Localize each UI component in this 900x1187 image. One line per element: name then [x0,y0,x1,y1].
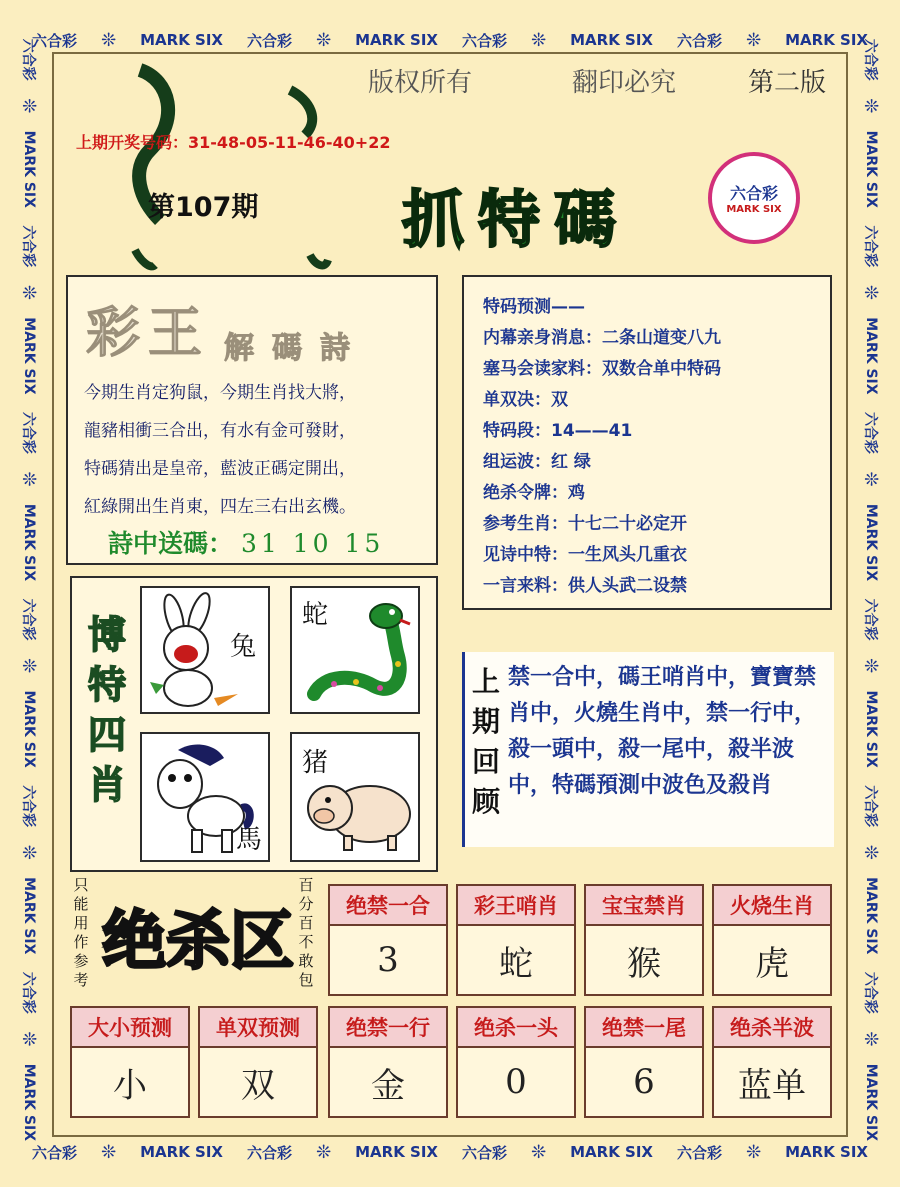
prediction-item: 塞马会读家料：双数合单中特码 [483,359,721,379]
poem-title-char: 王 [148,300,202,364]
logo-bottom-text: MARK SIX [726,204,782,215]
logo-text: 六合彩 [462,31,508,50]
logo-text: 六合彩 [862,785,878,828]
logo-text: 六合彩 [677,31,723,50]
title-char: 抓 [402,183,465,256]
logo-top-text: 六合彩 [729,184,778,203]
logo-text: 六合彩 [20,38,36,81]
kill-zone-title: 绝杀区 [102,905,294,979]
kill-zone-label: 火烧生肖 [714,886,830,926]
flower-icon: ❊ [316,1141,332,1163]
kill-zone-cell [328,884,448,996]
flower-icon: ❊ [316,29,332,51]
flower-icon: ❊ [860,98,882,114]
brand-text: MARK SIX [21,317,37,395]
zodiac-card-snake [290,586,420,714]
review-title-char: 顾 [471,785,500,818]
prediction-heading: 特码预测—— [483,297,585,317]
brand-text: MARK SIX [21,877,37,955]
left-border-strip [14,30,44,1150]
kill-zone-label: 彩王哨肖 [458,886,574,926]
logo-text: 六合彩 [20,225,36,268]
logo-text: 六合彩 [677,1143,723,1162]
poem-subtitle-char: 解 [224,331,254,366]
flower-icon: ❊ [531,29,547,51]
title-char: 特 [478,183,541,256]
kill-zone-value: 3 [377,940,399,980]
zodiac-title-char: 特 [87,662,126,707]
zodiac-title-char: 博 [87,612,126,657]
kill-zone-value: 小 [113,1065,147,1106]
poem-subtitle-char: 詩 [320,331,350,366]
flower-icon: ❊ [746,29,762,51]
kill-zone-label: 绝禁一行 [330,1008,446,1048]
poem-line: 今期生肖定狗鼠，今期生肖找大將， [84,383,356,403]
kill-zone-cell [584,884,704,996]
logo-text: 六合彩 [20,785,36,828]
right-border-strip [856,30,886,1150]
brand-text: MARK SIX [863,503,879,582]
prediction-item: 见诗中特：一生风头几重衣 [483,545,687,565]
flower-icon: ❊ [860,1031,882,1047]
flower-icon: ❊ [18,471,40,487]
no-reprint-text: 翻印必究 [572,68,677,98]
kill-zone-label: 绝杀一头 [458,1008,574,1048]
kill-zone-value: 双 [241,1065,275,1106]
review-title-char: 回 [471,745,500,778]
prediction-list [483,292,721,602]
flower-icon: ❊ [860,844,882,860]
issue-number: 第107期 [148,192,259,223]
kill-zone-label: 宝宝禁肖 [586,886,702,926]
kill-zone-label: 绝禁一合 [330,886,446,926]
brand-text: MARK SIX [21,503,37,582]
flower-icon: ❊ [746,1141,762,1163]
flower-icon: ❊ [531,1141,547,1163]
poem-title-char: 彩 [86,300,140,364]
logo-text: 六合彩 [32,31,78,50]
zodiac-title-char: 四 [87,712,126,757]
page-title [402,170,616,259]
kill-zone-cell [712,884,832,996]
logo-text: 六合彩 [247,1143,293,1162]
brand-text: MARK SIX [863,317,879,395]
review-title [468,662,504,822]
flower-icon: ❊ [18,284,40,300]
mark-six-logo [708,152,800,244]
brand-text: MARK SIX [863,1063,879,1142]
flower-icon: ❊ [18,1031,40,1047]
logo-text: 六合彩 [20,598,36,641]
copyright-text: 版权所有 [368,68,473,98]
brand-text: MARK SIX [863,690,879,768]
gift-label: 詩中送碼： [108,529,234,558]
zodiac-title-char: 肖 [87,762,126,807]
poem-gift [108,524,384,560]
brand-text: MARK SIX [21,130,37,208]
brand-text: MARK SIX [785,1143,868,1161]
four-zodiac-title [82,610,132,810]
kill-zone-value: 猴 [627,943,661,984]
review-title-char: 期 [471,705,500,738]
pig-icon [294,736,420,862]
brand-text: MARK SIX [863,130,879,208]
logo-text: 六合彩 [862,411,878,454]
prediction-item: 单双决：双 [483,390,568,410]
kill-zone-cell [584,1006,704,1118]
kill-zone-value: 虎 [755,943,789,984]
flower-icon: ❊ [860,284,882,300]
prediction-item: 参考生肖：十七二十必定开 [483,514,687,534]
kill-zone-value: 0 [505,1062,527,1102]
flower-icon: ❊ [101,1141,117,1163]
kill-zone-label: 绝杀半波 [714,1008,830,1048]
logo-text: 六合彩 [462,1143,508,1162]
brand-text: MARK SIX [570,31,653,49]
prediction-item: 内幕亲身消息：二条山道变八九 [483,328,721,348]
snake-icon [294,590,420,714]
flower-icon: ❊ [18,657,40,674]
brand-text: MARK SIX [355,1143,438,1161]
kill-zone-label: 大小预测 [72,1008,188,1048]
kill-zone-value: 蓝单 [738,1065,806,1106]
edition-text: 第二版 [748,68,827,98]
decorative-swirl-icon [110,60,340,280]
kill-zone-label: 绝禁一尾 [586,1008,702,1048]
kill-zone-label: 单双预测 [200,1008,316,1048]
flower-icon: ❊ [860,657,882,674]
kill-zone-cell [456,884,576,996]
zodiac-name-rabbit: 兔 [229,632,256,662]
poem-subtitle-char: 碼 [272,331,302,366]
logo-text: 六合彩 [862,38,878,81]
logo-text: 六合彩 [247,31,293,50]
gift-numbers: 31 10 15 [240,529,385,558]
prediction-item: 特码段：14——41 [483,421,633,441]
review-text: 禁一合中，碼王哨肖中，寶寶禁肖中，火燒生肖中，禁一行中，殺一頭中，殺一尾中，殺半波中，特碼預測中波色及殺肖 [508,665,817,798]
brand-text: MARK SIX [785,31,868,49]
kill-zone-cell [328,1006,448,1118]
flower-icon: ❊ [860,471,882,487]
brand-text: MARK SIX [140,31,223,49]
prediction-item: 一言来料：供人头武二设禁 [483,576,687,596]
flower-icon: ❊ [18,844,40,860]
kill-zone-cell [198,1006,318,1118]
poem-title [86,290,350,367]
kill-zone-value: 6 [633,1062,655,1102]
brand-text: MARK SIX [570,1143,653,1161]
kill-zone-value: 金 [371,1065,405,1106]
logo-text: 六合彩 [20,411,36,454]
logo-text: 六合彩 [20,971,36,1014]
poem-line: 特碼猜出是皇帝，藍波正碼定開出， [84,459,356,479]
poem-lines [84,374,434,526]
brand-text: MARK SIX [21,1063,37,1142]
poem-line: 紅綠開出生肖東，四左三右出玄機。 [84,497,356,517]
kill-zone-cell [70,1006,190,1118]
kill-zone-right-note: 百分百不敢包 [298,876,314,989]
zodiac-card-horse [140,732,270,862]
title-char: 碼 [554,183,617,256]
prediction-item: 组运波：红 绿 [483,452,591,472]
zodiac-name-snake: 蛇 [302,600,329,630]
logo-text: 六合彩 [32,1143,78,1162]
brand-text: MARK SIX [21,690,37,768]
poem-line: 龍豬相衝三合出，有水有金可發財， [84,421,356,441]
kill-zone-cell [456,1006,576,1118]
zodiac-card-rabbit [140,586,270,714]
last-draw-numbers: 上期开奖号码：31-48-05-11-46-40+22 [76,133,391,152]
kill-zone-cell [712,1006,832,1118]
kill-zone-value: 蛇 [499,943,533,984]
prediction-item: 绝杀令牌：鸡 [483,483,585,503]
flower-icon: ❊ [18,98,40,114]
kill-zone-left-note: 只能用作参考 [73,876,89,989]
flower-icon: ❊ [101,29,117,51]
logo-text: 六合彩 [862,598,878,641]
zodiac-card-pig [290,732,420,862]
logo-text: 六合彩 [862,971,878,1014]
logo-text: 六合彩 [862,225,878,268]
review-title-char: 上 [471,665,500,698]
brand-text: MARK SIX [355,31,438,49]
zodiac-name-pig: 猪 [302,748,329,778]
brand-text: MARK SIX [863,877,879,955]
zodiac-name-horse: 馬 [235,825,262,855]
brand-text: MARK SIX [140,1143,223,1161]
